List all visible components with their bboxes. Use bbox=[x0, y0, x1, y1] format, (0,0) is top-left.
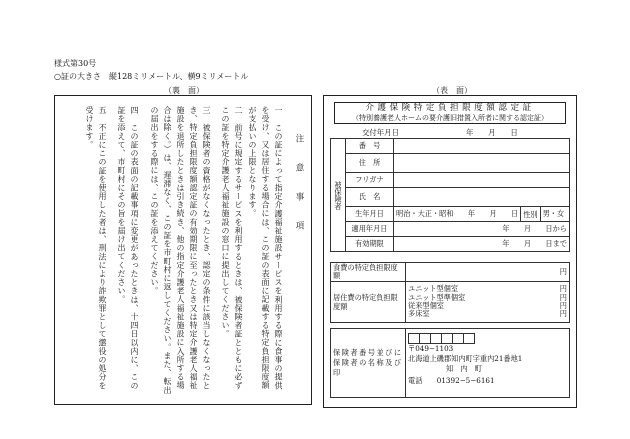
note-text: この証によって指定介護福祉施設サービスを利用する際に食事の提供を受け、又は居住する場合には、この証の表面に記載する特定負担限度額が支払いの上限となります。 bbox=[248, 106, 283, 390]
name-value bbox=[394, 188, 570, 207]
insurer-label: 保険者番号並びに保険者の名称及び印 bbox=[331, 329, 406, 398]
back-heading: （裏 面） bbox=[164, 86, 204, 95]
back-side-panel bbox=[54, 95, 312, 405]
front-heading: （表 面） bbox=[432, 86, 472, 95]
notes-title: 注 意 事 項 bbox=[294, 134, 304, 236]
room-unit: 円 bbox=[559, 309, 567, 319]
certificate-title-box bbox=[334, 102, 566, 124]
sex-value: 男・女 bbox=[540, 207, 569, 222]
insurer-number-boxes bbox=[408, 333, 567, 344]
insurer-details bbox=[406, 329, 570, 398]
insurer-phone-row bbox=[408, 376, 567, 386]
postal-code: 〒049−1103 bbox=[408, 344, 454, 353]
limit-amount-table bbox=[330, 262, 570, 323]
name-label: 氏 名 bbox=[346, 188, 394, 207]
front-side-panel bbox=[323, 95, 577, 408]
note-number: 一 bbox=[274, 106, 283, 115]
sex-label: 性別 bbox=[521, 207, 540, 222]
room-type: 多床室 bbox=[408, 309, 430, 319]
room-unit: 円 bbox=[559, 284, 567, 294]
note-item-5 bbox=[81, 106, 109, 396]
insurer-name: 知 内 町 bbox=[446, 364, 482, 373]
insurer-table bbox=[330, 328, 570, 398]
furigana-value bbox=[394, 173, 570, 188]
note-item-3 bbox=[145, 106, 213, 396]
note-number: 二 bbox=[234, 106, 243, 115]
form-number: 様式第30号 bbox=[54, 59, 97, 68]
room-type: ユニット型個室 bbox=[408, 284, 459, 294]
start-date-label: 適用年月日 bbox=[346, 222, 394, 237]
issue-date-value: 年 月 日 bbox=[466, 128, 518, 137]
note-number: 四 bbox=[130, 106, 139, 115]
food-limit-value: 円 bbox=[406, 263, 570, 282]
room-type-row bbox=[408, 310, 567, 318]
birth-label: 生年月日 bbox=[346, 207, 394, 222]
phone-number: 01392−5−6161 bbox=[436, 376, 495, 385]
insurer-address: 北海道上磯郡知内町字重内21番地1 bbox=[408, 354, 523, 363]
expiry-value: 年 月 日まで bbox=[394, 237, 570, 252]
room-type: 従来型個室 bbox=[408, 301, 444, 310]
note-number: 五 bbox=[98, 106, 107, 115]
note-text: 前号に規定するサービスを利用するときは、被保険者証とともに必ずこの証を特定介護老人福祉施設の窓口に提出してください。 bbox=[221, 106, 243, 390]
issue-date-label: 交付年月日 bbox=[362, 128, 399, 137]
room-unit: 円 bbox=[559, 301, 567, 310]
room-limit-label: 居住費の特定負担限度額 bbox=[331, 282, 406, 323]
food-limit-label: 食費の特定負担限度額 bbox=[331, 263, 406, 282]
birth-value: 明治・大正・昭和 年 月 日 bbox=[394, 207, 521, 222]
expiry-label: 有効期限 bbox=[346, 237, 394, 252]
note-item-1 bbox=[245, 106, 285, 396]
room-type-row bbox=[408, 302, 567, 310]
insured-person-table bbox=[330, 138, 570, 252]
size-note: ○証の大きさ 縦128ミリメートル、横9ミリメートル bbox=[54, 72, 249, 81]
room-limit-values bbox=[406, 282, 570, 323]
furigana-label: フリガナ bbox=[346, 173, 394, 188]
certificate-title: 介護保険特定負担限度額認定証 bbox=[365, 103, 535, 113]
note-text: この証の表面の記載事項に変更があったときは、十四日以内に、この証を添えて、市町村にその旨を届け出てください。 bbox=[117, 106, 139, 390]
note-number: 三 bbox=[202, 106, 211, 115]
note-item-2 bbox=[217, 106, 245, 396]
note-text: 被保険者の資格がなくなったとき、認定の条件に該当しなくなったとき、特定負担限度額認定証の有効期限に至ったとき又は特定介護老人福祉施設を退所したときは引き続き、他の指定介護老人福祉施設に入所する場合は除く。）は、遅滞なく、この証を市町村に返してください。また、転出の届出をする際には、この証を添えてください。 bbox=[150, 106, 211, 395]
insured-side-label: 被保険者 bbox=[331, 139, 346, 252]
note-text: 不正にこの証を使用した者は、刑法により詐欺罪として懲役の処分を受けます。 bbox=[85, 106, 107, 390]
room-type: ユニット型準個室 bbox=[408, 292, 466, 302]
certificate-subtitle: （特別養護老人ホームの要介護旧措置入所者に関する認定証） bbox=[352, 114, 548, 122]
start-date-value: 年 月 日から bbox=[394, 222, 570, 237]
address-label: 住 所 bbox=[346, 154, 394, 173]
phone-label: 電話 bbox=[408, 376, 423, 385]
number-value bbox=[394, 139, 570, 154]
number-label: 番 号 bbox=[346, 139, 394, 154]
address-value bbox=[394, 154, 570, 173]
note-item-4 bbox=[113, 106, 141, 396]
room-unit: 円 bbox=[559, 292, 567, 302]
